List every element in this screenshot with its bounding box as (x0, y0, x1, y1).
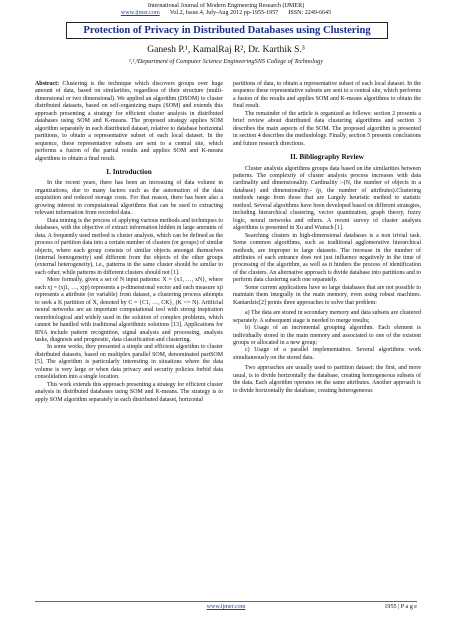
section-heading-introduction: I. Introduction (106, 167, 152, 176)
journal-issn: ISSN: 2249-6645 (288, 10, 332, 17)
left-column (35, 81, 223, 404)
list-item: c) Usage of a parallel implementation. Several algorithms work simultaneously on the stored data. (233, 347, 421, 361)
paragraph: Some current applications have so large databases that are not possible to maintain them integrally in the main memory, even using robust machines. Kantardzic[2] points three approaches to solve that problem: (233, 284, 421, 306)
paragraph: In some works, they presented a simple and efficient algorithm to cluster distributed datasets, based on multiplex parallel SOM, denominated partSOM [5]. The algorithm is particularly interesting in situations where the data volume is very large or when data privacy and security policies forbid data consolidation into a single location. (35, 344, 223, 381)
footer-divider (35, 601, 417, 602)
journal-url-link[interactable]: www.ijmer.com (120, 10, 160, 17)
paragraph: More formally, given a set of N input patterns: X = {x1, …, xN}, where each xj = (xj1, …, xjp) represents a p-dimensional vector and each measure xji represents a attribute (or variable) from dataset, a clustering process attempts to seek a K partition of X, denoted by C = {C1, …, CK}, (K <= N). Artificial neural networks are an important computational tool with strong inspiration neurobiological and widely used in the solution of complex problems, which cannot be handled with traditional algorithmic solutions [13]. Applications for RNA include pattern recognition, signal analysis and processing, analysis tasks, diagnosis and prognostic, data classification and clustering. (35, 277, 223, 343)
abstract (35, 81, 223, 163)
paragraph: The remainder of the article is organized as follows: section 2 presents a brief review about distributed data clustering algorithms and section 3 describes the main aspects of the SOM. The proposed algorithm is presented in section 4 describes the methodology. Finally, section 5 presents conclusions and future research directions. (233, 110, 421, 147)
journal-name: International Journal of Modern Engineering Research (IJMER) (147, 3, 305, 9)
journal-volume: Vol.2, Issue.4, July-Aug 2012 pp-1955-1957 (169, 10, 279, 17)
list-item: a) The data are stored in secondary memory and data subsets are clustered separately. A subsequent stage is needed to merge results; (233, 310, 421, 324)
journal-header (0, 3, 452, 17)
paper-title: Protection of Privacy in Distributed Databases using Clustering (66, 22, 388, 39)
paragraph: Searching clusters in high-dimensional databases is a non trivial task. Some common algorithms, such as traditional agglomerative hierarchical methods, are improper to large datasets. The increase in the number of attributes of each entrance does not just influence negatively in the time of processing of the algorithm, as well as it hinders the process of identification of the clusters. An alternative approach is divide database into partitions and to perform data clustering each one separately. (233, 232, 421, 284)
right-column (233, 81, 421, 395)
paragraph: Two approaches are usually used to partition dataset: the first, and more usual, is to divide horizontally the database, creating homogeneous subsets of the data. Each algorithm operates on the same attributes. Another approach is to divide horizontally the database, creating heterogeneous (233, 365, 421, 394)
list-item: b) Usage of an incremental grouping algorithm. Each element is individually stored in the main memory and associated to one of the existent groups or allocated in a new group; (233, 325, 421, 346)
page-number: 1955 | P a g e (384, 604, 417, 610)
paragraph: Data mining is the process of applying various methods and techniques to databases, with the objective of extract information hidden in large amounts of data. A frequently used method is cluster analysis, which can be defined as the process of partition data into a certain number of clusters (or groups) of similar objects, where each group consists of similar objects amongst themselves (internal homogeneity) and different from the objects of the other groups (external heterogeneity), i.e., patterns in the same cluster should be similar to each other, while patterns in different clusters should not [1]. (35, 217, 223, 276)
journal-meta (0, 10, 452, 17)
abstract-label: Abstract: (35, 81, 60, 87)
abstract-text: Clustering is the technique which discovers groups over huge amount of data, based on similarities, regardless of their structure (multi-dimensional or two dimensional). We applied an algorithm (DSOM) to cluster distributed datasets, based on self-organizing maps (SOM) and extends this approach presenting a strategy for efficient cluster analysis in distributed databases using SOM and K-means. The proposed strategy applies SOM algorithm separately in each distributed dataset, relative to database horizontal partitions, to obtain a representative subset of each local dataset. In the sequence, these representative subsets are sent to a central site, which performs a fusion of the partial results and applies SOM and K-means algorithms to obtain a final result. (35, 81, 224, 162)
paragraph: Cluster analysis algorithms groups data based on the similarities between patterns. The complexity of cluster analysis process increases with data cardinality and dimensionality. Cardinality :-(N, the number of objects in a database) and dimensionality:- (p, the number of attributes).Clustering methods range from those that are Largely heuristic method to statistic method. Several algorithms have been developed based on different strategies, including hierarchical clustering, vector quantization, graph theory, fuzzy logic, neural networks and others. A recent survey of cluster analysis algorithms is presented in Xu and Wunsch [1]. (233, 165, 421, 232)
footer-url-link[interactable]: www.ijmer.com (206, 604, 246, 610)
author-affiliation: ¹,²,³Department of Computer Science EngineeringSNS College of Technology (128, 58, 324, 65)
paragraph: partitions of data, to obtain a representative subset of each local dataset. In the sequence these representative subsets are sent to a central site, which performs a fusion of the results and applies SOM and K-means algorithms to obtain the final result. (233, 81, 421, 110)
section-heading-bibliography: II. Bibliography Review (290, 153, 364, 162)
author-list: Ganesh P.¹, KamalRaj R², Dr. Karthik S.³ (147, 44, 305, 55)
paragraph: This work extends this approach presenting a strategy for efficient cluster analysis in distributed databases using SOM and K-means. The strategy is to apply SOM algorithm separately in each distributed dataset, horizontal (35, 381, 223, 403)
paragraph: In the recent years, there has been an increasing of data volume in organizations, due to many factors such as the automation of the data acquisition and reduced storage costs. For that reason, there has been also a growing interest in computational algorithms that can be used to extracting relevant information from recorded data. (35, 180, 223, 217)
